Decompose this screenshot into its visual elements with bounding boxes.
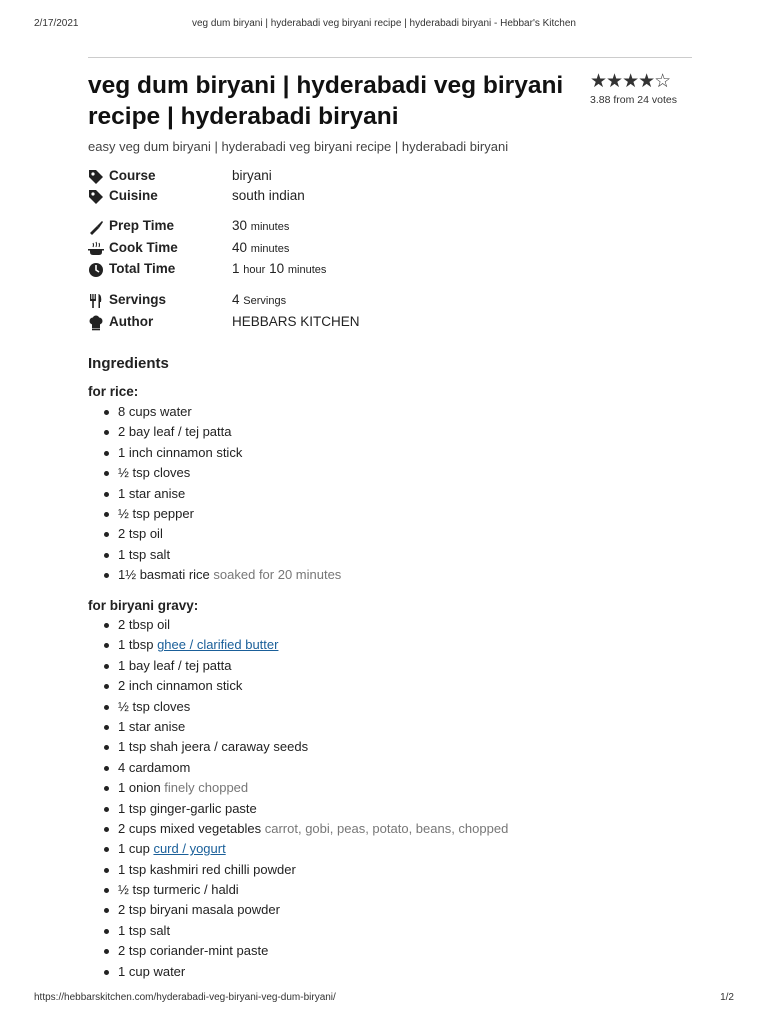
ingredient-link[interactable]: curd / yogurt — [153, 841, 226, 857]
tag-icon — [88, 169, 104, 185]
ingredient-unit: tsp — [128, 739, 147, 755]
ingredient-name: shah jeera / caraway seeds — [149, 739, 309, 755]
recipe-rating[interactable] — [590, 72, 700, 106]
bullet-icon — [104, 766, 109, 771]
meta-servings-value[interactable] — [232, 292, 286, 307]
meta-cook-time-label: Cook Time — [109, 240, 178, 255]
ingredient-unit: tsp — [128, 922, 147, 938]
ingredient-amount: 1 — [118, 861, 126, 877]
ingredient-amount: ½ — [118, 505, 129, 521]
print-title: veg dum biryani | hyderabadi veg biryani recipe | hyderabadi biryani - Hebbar's Kitchen — [192, 18, 576, 29]
ingredient-amount: 2 — [118, 943, 126, 959]
ingredient-amount: 1 — [118, 963, 126, 979]
ingredient-item — [88, 463, 608, 483]
ingredient-name: salt — [149, 922, 171, 938]
bullet-icon — [104, 929, 109, 934]
ingredient-amount: 1 — [118, 780, 126, 796]
servings-unit: Servings — [243, 295, 287, 307]
page-url: https://hebbarskitchen.com/hyderabadi-veg-biryani-veg-dum-biryani/ — [34, 992, 336, 1003]
ingredient-name: cloves — [153, 698, 191, 714]
ingredient-amount: 1 — [118, 485, 126, 501]
servings-number[interactable]: 4 — [232, 292, 240, 307]
ingredient-notes: carrot, gobi, peas, potato, beans, chopped — [264, 820, 509, 836]
ingredient-amount: 1 — [118, 718, 126, 734]
ingredient-item — [88, 799, 608, 819]
meta-cuisine-label: Cuisine — [109, 188, 158, 203]
bullet-icon — [104, 623, 109, 628]
ingredient-name: star anise — [128, 485, 186, 501]
ingredient-item — [88, 524, 608, 544]
bullet-icon — [104, 492, 109, 497]
ingredient-unit: tsp — [128, 902, 147, 918]
ingredient-name: mixed vegetables — [159, 820, 262, 836]
ingredient-item — [88, 676, 608, 696]
ingredient-name: coriander-mint paste — [149, 943, 269, 959]
ingredient-name: turmeric / haldi — [153, 882, 239, 898]
ingredient-unit: tsp — [132, 882, 150, 898]
ingredient-amount: 1 — [118, 657, 126, 673]
ingredient-amount: ½ — [118, 465, 129, 481]
ingredient-amount: ½ — [118, 882, 129, 898]
ingredient-amount: 1 — [118, 800, 126, 816]
ingredient-item — [88, 565, 608, 585]
prep-time-number: 30 — [232, 218, 248, 233]
ingredient-item — [88, 860, 608, 880]
ingredient-item — [88, 819, 608, 839]
ingredient-item — [88, 697, 608, 717]
ingredient-amount: 1 — [118, 444, 126, 460]
meta-prep-time-label: Prep Time — [109, 218, 175, 233]
ingredient-name: cardamom — [128, 759, 191, 775]
cook-time-unit: minutes — [250, 243, 290, 255]
ingredient-unit: tbsp — [128, 617, 154, 632]
meta-cook-time-value — [232, 240, 289, 255]
ingredient-item — [88, 635, 608, 655]
ingredient-name: basmati rice — [139, 567, 210, 583]
ingredient-unit: tbsp — [128, 637, 154, 653]
ingredient-unit: tsp — [128, 546, 147, 562]
ingredient-unit: tsp — [132, 465, 150, 481]
bullet-icon — [104, 908, 109, 913]
ingredient-item — [88, 921, 608, 941]
ingredient-unit: cups — [128, 820, 157, 836]
ingredient-name: cloves — [153, 465, 191, 481]
meta-author — [88, 314, 508, 334]
tag-icon — [88, 189, 104, 205]
ingredient-item — [88, 402, 608, 422]
ingredient-group-heading: for rice: — [88, 384, 139, 399]
ingredient-unit: tsp — [128, 800, 147, 816]
total-time-minutes: 10 — [269, 261, 285, 276]
meta-course — [88, 168, 508, 188]
meta-course-label: Course — [109, 168, 156, 183]
ingredient-amount: 2 — [118, 902, 126, 918]
prep-time-unit: minutes — [250, 221, 290, 233]
bullet-icon — [104, 888, 109, 893]
bullet-icon — [104, 430, 109, 435]
ingredient-item — [88, 778, 608, 798]
ingredient-amount: 2 — [118, 678, 126, 694]
meta-cuisine — [88, 188, 508, 208]
bullet-icon — [104, 868, 109, 873]
star-rating-icon[interactable]: ★★★★☆ — [590, 71, 671, 92]
chef-hat-icon — [88, 315, 104, 331]
ingredient-unit: tsp — [132, 505, 150, 521]
ingredient-item — [88, 737, 608, 757]
bullet-icon — [104, 512, 109, 517]
meta-prep-time-value — [232, 218, 289, 233]
bullet-icon — [104, 664, 109, 669]
ingredient-amount: 2 — [118, 526, 126, 542]
meta-author-label: Author — [109, 314, 154, 329]
bullet-icon — [104, 573, 109, 578]
ingredient-item — [88, 900, 608, 920]
rating-votes: 3.88 from 24 votes — [590, 94, 677, 106]
ingredient-name: ginger-garlic paste — [149, 800, 257, 816]
ingredient-amount: 1½ — [118, 567, 137, 583]
ingredient-name: cinnamon stick — [156, 678, 243, 694]
ingredient-amount: 1 — [118, 922, 126, 938]
ingredient-list-gravy — [88, 615, 608, 982]
bullet-icon — [104, 684, 109, 689]
ingredient-amount: 4 — [118, 759, 126, 775]
bullet-icon — [104, 410, 109, 415]
ingredient-unit: inch — [128, 678, 153, 694]
meta-servings-label: Servings — [109, 292, 167, 307]
ingredient-item — [88, 717, 608, 737]
ingredient-name: salt — [149, 546, 171, 562]
bullet-icon — [104, 745, 109, 750]
ingredient-unit: tsp — [128, 861, 147, 877]
ingredient-name: water — [153, 963, 186, 979]
ingredient-item — [88, 443, 608, 463]
ingredient-amount: 1 — [118, 739, 126, 755]
ingredient-item — [88, 962, 608, 982]
recipe-summary: easy veg dum biryani | hyderabadi veg biryani recipe | hyderabadi biryani — [88, 139, 509, 154]
bullet-icon — [104, 705, 109, 710]
bullet-icon — [104, 827, 109, 832]
ingredient-item — [88, 941, 608, 961]
meta-course-value: biryani — [232, 168, 272, 183]
bullet-icon — [104, 553, 109, 558]
ingredient-item — [88, 880, 608, 900]
knife-icon — [88, 219, 104, 235]
ingredient-name: oil — [149, 526, 163, 542]
ingredient-amount: 2 — [118, 424, 126, 440]
bullet-icon — [104, 451, 109, 456]
ingredient-link[interactable]: ghee / clarified butter — [157, 637, 279, 653]
ingredient-group-heading: for biryani gravy: — [88, 598, 199, 613]
ingredient-amount: 1 — [118, 637, 126, 653]
ingredient-name: pepper — [153, 505, 194, 521]
ingredients-heading: Ingredients — [88, 355, 169, 372]
ingredient-name: kashmiri red chilli powder — [149, 861, 296, 877]
ingredient-unit: tsp — [128, 943, 147, 959]
ingredient-name: cinnamon stick — [156, 444, 243, 460]
total-time-hours: 1 — [232, 261, 240, 276]
ingredient-item — [88, 758, 608, 778]
ingredient-unit: tsp — [128, 526, 147, 542]
pot-icon — [88, 241, 104, 257]
ingredient-item — [88, 615, 608, 635]
bullet-icon — [104, 471, 109, 476]
ingredient-item — [88, 656, 608, 676]
bullet-icon — [104, 970, 109, 975]
clock-icon — [88, 262, 104, 278]
ingredient-item — [88, 839, 608, 859]
ingredient-item — [88, 504, 608, 524]
page-number: 1/2 — [720, 992, 734, 1003]
ingredient-amount: 1 — [118, 841, 126, 857]
meta-total-time-value — [232, 261, 326, 276]
meta-prep-time — [88, 218, 508, 238]
ingredient-item — [88, 545, 608, 565]
total-time-hours-unit: hour — [243, 264, 266, 276]
ingredient-notes: soaked for 20 minutes — [213, 567, 342, 583]
meta-total-time — [88, 261, 508, 281]
ingredient-amount: ½ — [118, 698, 129, 714]
ingredient-name: onion — [128, 780, 161, 796]
recipe-title: veg dum biryani | hyderabadi veg biryani recipe | hyderabadi biryani — [88, 72, 564, 130]
ingredient-unit: cups — [128, 404, 157, 419]
bullet-icon — [104, 847, 109, 852]
ingredient-name: biryani masala powder — [149, 902, 280, 918]
meta-servings — [88, 292, 508, 312]
ingredient-unit: inch — [128, 444, 153, 460]
meta-author-value: HEBBARS KITCHEN — [232, 314, 360, 329]
ingredient-name: water — [159, 404, 192, 419]
ingredient-amount: 2 — [118, 617, 126, 632]
ingredient-name: bay leaf / tej patta — [128, 657, 232, 673]
cutlery-icon — [88, 293, 104, 309]
bullet-icon — [104, 786, 109, 791]
ingredient-unit: tsp — [132, 698, 150, 714]
ingredient-unit: cup — [128, 963, 150, 979]
bullet-icon — [104, 949, 109, 954]
bullet-icon — [104, 725, 109, 730]
ingredient-amount: 8 — [118, 404, 126, 419]
meta-cook-time — [88, 240, 508, 260]
print-date: 2/17/2021 — [34, 18, 79, 29]
meta-cuisine-value: south indian — [232, 188, 305, 203]
bullet-icon — [104, 807, 109, 812]
ingredient-name: oil — [157, 617, 171, 632]
meta-total-time-label: Total Time — [109, 261, 176, 276]
ingredient-amount: 2 — [118, 820, 126, 836]
bullet-icon — [104, 532, 109, 537]
total-time-minutes-unit: minutes — [287, 264, 327, 276]
ingredient-unit: cup — [128, 841, 150, 857]
ingredient-name: star anise — [128, 718, 186, 734]
cook-time-number: 40 — [232, 240, 248, 255]
ingredient-notes: finely chopped — [164, 780, 249, 796]
ingredient-name: bay leaf / tej patta — [128, 424, 232, 440]
ingredient-item — [88, 422, 608, 442]
header-divider — [88, 57, 692, 58]
ingredient-list-rice — [88, 402, 608, 586]
ingredient-item — [88, 484, 608, 504]
ingredient-amount: 1 — [118, 546, 126, 562]
bullet-icon — [104, 643, 109, 648]
